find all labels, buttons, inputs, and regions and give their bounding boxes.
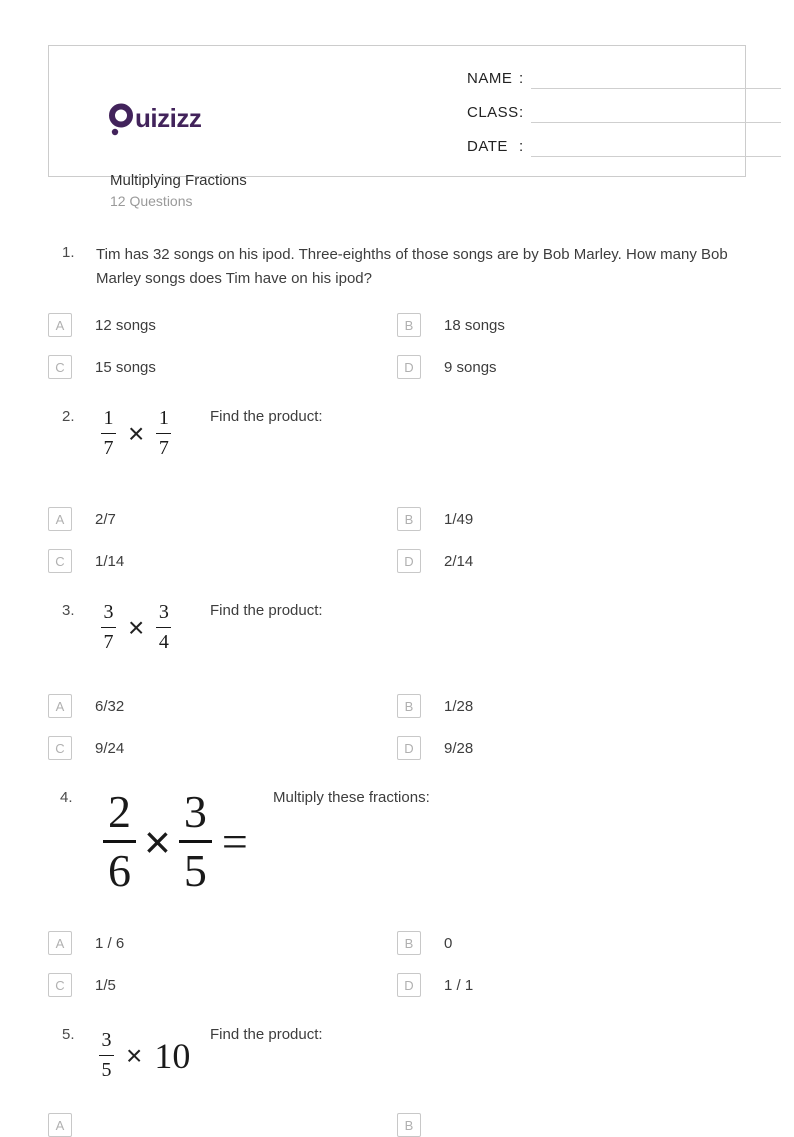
option-c-box[interactable] <box>48 549 72 573</box>
option-d-box[interactable] <box>397 973 421 997</box>
option-a-box[interactable] <box>48 1113 72 1137</box>
denominator: 4 <box>158 631 169 653</box>
numerator: 3 <box>183 786 207 837</box>
date-field <box>467 135 781 157</box>
denominator: 7 <box>158 437 169 459</box>
question-2-prompt: Find the product: <box>210 408 323 425</box>
option-b-box[interactable] <box>397 694 421 718</box>
question-2-option-c <box>48 549 124 573</box>
option-d-text: 1 / 1 <box>444 976 474 994</box>
numerator: 1 <box>103 407 114 429</box>
fraction-bar <box>99 1055 114 1056</box>
class-label: CLASS <box>467 104 519 121</box>
question-5-option-b <box>397 1113 444 1137</box>
option-b-box[interactable] <box>397 931 421 955</box>
option-a-text: 2/7 <box>95 510 116 528</box>
numerator: 3 <box>158 601 169 623</box>
option-c-letter: C <box>55 553 65 569</box>
option-a-letter: A <box>55 317 65 333</box>
option-a-box[interactable] <box>48 313 72 337</box>
question-1-number: 1. <box>62 244 75 261</box>
option-c-letter: C <box>55 740 65 756</box>
denominator: 5 <box>183 845 207 896</box>
logo-wordmark: uizizz <box>135 103 202 133</box>
multiply-sign: × <box>144 815 171 868</box>
option-b-letter: B <box>404 317 414 333</box>
option-b-box[interactable] <box>397 1113 421 1137</box>
question-3-option-c <box>48 736 124 760</box>
option-d-letter: D <box>404 553 414 569</box>
date-colon: : <box>519 138 524 155</box>
question-3-number: 3. <box>62 602 75 619</box>
option-d-box[interactable] <box>397 549 421 573</box>
denominator: 5 <box>101 1059 112 1081</box>
option-c-text: 15 songs <box>95 358 156 376</box>
numerator: 2 <box>108 786 131 837</box>
name-label: NAME <box>467 70 513 87</box>
fraction-bar <box>103 840 136 843</box>
denominator: 6 <box>108 845 131 896</box>
question-1-text: Tim has 32 songs on his ipod. Three-eighths of those songs are by Bob Marley. How many Bob Marley songs does Tim have on his ipod? <box>96 246 728 287</box>
question-2-expression <box>101 409 171 458</box>
question-2-option-a <box>48 507 116 531</box>
quizizz-logo <box>108 103 201 136</box>
option-b-box[interactable] <box>397 507 421 531</box>
question-3-option-a <box>48 694 124 718</box>
fraction <box>179 786 212 896</box>
option-c-box[interactable] <box>48 736 72 760</box>
question-4-option-b <box>397 931 452 955</box>
option-d-text: 9/28 <box>444 739 474 757</box>
option-d-box[interactable] <box>397 736 421 760</box>
question-5-number: 5. <box>62 1026 75 1043</box>
option-a-text: 6/32 <box>95 697 125 715</box>
fraction <box>103 786 136 896</box>
question-2-option-d <box>397 549 473 573</box>
fraction-bar <box>179 840 212 843</box>
option-b-text: 1/49 <box>444 510 474 528</box>
option-d-text: 2/14 <box>444 552 474 570</box>
fraction-bar <box>101 433 116 434</box>
question-3-option-d <box>397 736 473 760</box>
numerator: 3 <box>101 1029 112 1051</box>
option-c-text: 9/24 <box>95 739 125 757</box>
numerator: 1 <box>158 407 169 429</box>
question-4-number: 4. <box>60 789 73 806</box>
name-colon: : <box>519 70 524 87</box>
class-input-line[interactable] <box>531 103 781 123</box>
equals-sign: = <box>221 815 248 867</box>
date-label: DATE <box>467 138 508 155</box>
option-b-letter: B <box>404 511 414 527</box>
option-d-box[interactable] <box>397 355 421 379</box>
option-c-box[interactable] <box>48 973 72 997</box>
option-b-box[interactable] <box>397 313 421 337</box>
quizizz-q-icon <box>108 103 134 136</box>
multiply-sign: × <box>128 611 145 643</box>
question-1-option-b <box>397 313 505 337</box>
worksheet-header <box>48 45 746 209</box>
question-1-option-d <box>397 355 497 379</box>
denominator: 7 <box>103 631 114 653</box>
denominator: 7 <box>103 437 114 459</box>
option-c-text: 1/5 <box>95 976 116 994</box>
question-2-number: 2. <box>62 408 75 425</box>
option-c-box[interactable] <box>48 355 72 379</box>
question-5-option-a <box>48 1113 95 1137</box>
fraction <box>156 603 171 652</box>
whole-number: 10 <box>154 1035 191 1076</box>
option-a-letter: A <box>55 935 65 951</box>
question-4-option-d <box>397 973 473 997</box>
option-a-box[interactable] <box>48 507 72 531</box>
date-input-line[interactable] <box>531 137 781 157</box>
option-c-text: 1/14 <box>95 552 125 570</box>
question-1-option-c <box>48 355 156 379</box>
option-d-letter: D <box>404 740 414 756</box>
class-field <box>467 101 781 123</box>
option-b-letter: B <box>404 1117 414 1133</box>
option-b-letter: B <box>404 935 414 951</box>
class-colon: : <box>519 104 524 121</box>
fraction <box>156 409 171 458</box>
question-3-prompt: Find the product: <box>210 602 323 619</box>
question-3-expression <box>101 603 171 652</box>
option-a-box[interactable] <box>48 931 72 955</box>
option-b-letter: B <box>404 698 414 714</box>
question-3-option-b <box>397 694 473 718</box>
page-title: Multiplying Fractions <box>110 172 247 189</box>
question-4-expression <box>103 786 248 896</box>
question-count: 12 Questions <box>110 193 193 209</box>
name-field <box>467 67 781 89</box>
option-d-text: 9 songs <box>444 358 497 376</box>
fraction-bar <box>156 433 171 434</box>
numerator: 3 <box>103 601 114 623</box>
question-1-option-a <box>48 313 156 337</box>
option-c-letter: C <box>55 359 65 375</box>
option-b-text: 18 songs <box>444 316 505 334</box>
question-5-prompt: Find the product: <box>210 1026 323 1043</box>
option-a-text: 1 / 6 <box>95 934 125 952</box>
multiply-sign: × <box>126 1039 143 1071</box>
question-4-prompt: Multiply these fractions: <box>273 789 430 806</box>
question-5-expression <box>99 1031 190 1080</box>
name-input-line[interactable] <box>531 69 781 89</box>
question-4-option-a <box>48 931 124 955</box>
option-a-box[interactable] <box>48 694 72 718</box>
option-a-letter: A <box>55 511 65 527</box>
option-a-text: 12 songs <box>95 316 156 334</box>
option-a-letter: A <box>55 1117 65 1133</box>
option-c-letter: C <box>55 977 65 993</box>
fraction-bar <box>101 627 116 628</box>
option-d-letter: D <box>404 359 414 375</box>
option-a-letter: A <box>55 698 65 714</box>
fraction-bar <box>156 627 171 628</box>
fraction <box>101 409 116 458</box>
option-b-text: 1/28 <box>444 697 474 715</box>
option-d-letter: D <box>404 977 414 993</box>
question-2-option-b <box>397 507 473 531</box>
option-b-text: 0 <box>444 934 453 952</box>
fraction <box>99 1031 114 1080</box>
multiply-sign: × <box>128 417 145 449</box>
question-4-option-c <box>48 973 116 997</box>
fraction <box>101 603 116 652</box>
